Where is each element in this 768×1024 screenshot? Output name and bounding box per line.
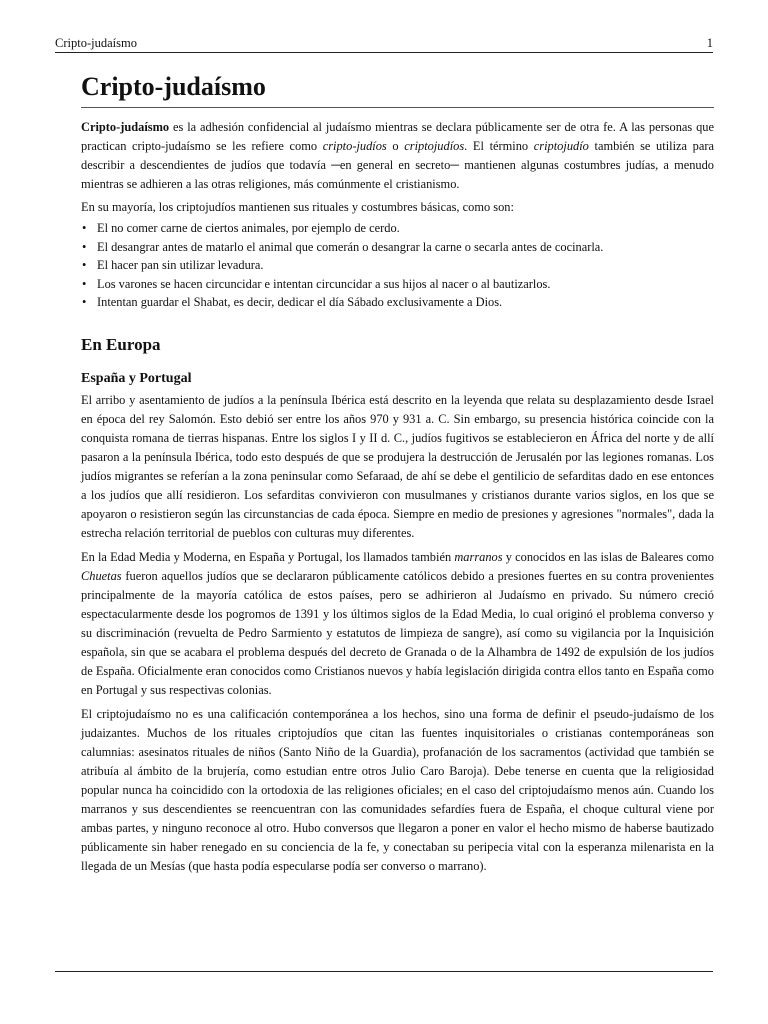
article-body (81, 70, 714, 876)
list-item-text: El desangrar antes de matarlo el animal que comerán o desangrar la carne o secarla antes de cocinarla. (97, 239, 604, 254)
intro-text-4: también se utiliza para describir a descendientes de judíos que todavía ─en general en secreto─ mantienen algunas costumbres judías, a menudo mientras se adhieren a las otras religiones, más comúnmente el cristianismo. (81, 139, 714, 191)
para2-text-2: y conocidos en las islas de Baleares como (502, 549, 714, 564)
list-item (81, 293, 714, 312)
bullet: • (82, 239, 87, 254)
intro-em-1: cripto-judíos (322, 139, 387, 153)
footer-divider (55, 971, 713, 972)
para2-em-chuetas: Chuetas (81, 568, 122, 583)
customs-intro: En su mayoría, los criptojudíos mantienen sus rituales y costumbres básicas, como son: (81, 200, 514, 214)
paragraph-edad-media (81, 548, 714, 700)
list-item (81, 256, 714, 275)
running-header-title: Cripto-judaísmo (55, 36, 137, 50)
bullet: • (82, 295, 87, 310)
para2-text-3: fueron aquellos judíos que se declararon públicamente católicos debido a presiones fuertes en su contra provenientes principalmente de la mayoría católica de estos países, pero se adhirieron al Judaísmo en privado. Su número creció espectacularmente desde los pogromos de 1391 y los últimos siglos de la Edad Media, lo cual originó el problema converso y su discriminación (revuelta de Pedro Sarmiento y estatutos de limpieza de sangre), así como su vigilancia por la Inquisición española, sin que se acabara el problema después del decreto de Granada o de la Alhambra de 1492 de expulsión de los judíos de España. Oficialmente eran conocidos como Cristianos nuevos y había legislación dirigida contra ellos tanto en España como en Portugal y sus respectivas colonias. (81, 568, 714, 697)
bullet: • (82, 221, 87, 235)
list-item-text: Los varones se hacen circuncidar e intentan circuncidar a sus hijos al nacer o al bautizarlos. (97, 276, 551, 291)
page-number: 1 (706, 36, 713, 50)
intro-text-3: . El término (464, 139, 534, 153)
para2-text-1: En la Edad Media y Moderna, en España y Portugal, los llamados también (81, 549, 455, 564)
paragraph-criptojudaismo: El criptojudaísmo no es una calificación contemporánea a los hechos, sino una forma de definir el pseudo-judaísmo de los judaizantes. Muchos de los rituales criptojudíos que citan las fuentes inquisitoriales o cristianas contemporáneas son calumnias: asesinatos rituales de niños (Santo Niño de la Guardia), profanación de los sacramentos (actividad que también se atribuía al ámbito de la brujería, como estudian entre otros Julio Caro Baroja). Debe tenerse en cuenta que la religiosidad popular nunca ha coincidido con la ortodoxia de las religiones oficiales; en el caso del criptojudaísmo menos aún. Cuando los marranos y sus descendientes se reencuentran con las comunidades sefardíes fuera de España, el choque cultural viene por ambas partes, y ninguno reconoce al otro. Hubo conversos que llegaron a poner en valor el hecho mismo de haberse bautizado públicamente sin haber renegado en su conciencia de la fe, y conectaban su peripecia vital con la esperanza milenarista en la llegada de un Mesías (que hasta podía especularse podía ser converso o marrano). (81, 706, 714, 873)
intro-paragraph (81, 118, 714, 194)
intro-em-2: criptojudíos (404, 139, 465, 153)
customs-list (81, 219, 714, 312)
list-item-text: El no comer carne de ciertos animales, por ejemplo de cerdo. (97, 221, 400, 235)
bullet: • (82, 276, 87, 291)
running-header (55, 36, 713, 53)
bullet: • (82, 258, 87, 273)
article-title: Cripto-judaísmo (81, 70, 714, 108)
intro-text-1: es la adhesión confidencial al judaísmo mientras se declara públicamente ser de otra fe. A las personas que practican cripto-judaísmo se les refiere como (81, 120, 714, 153)
intro-em-3: criptojudío (533, 139, 589, 153)
list-item (81, 219, 714, 238)
paragraph-arribo: El arribo y asentamiento de judíos a la península Ibérica está descrito en la leyenda que relata su desplazamiento desde Israel en época del rey Salomón. Esto debió ser entre los años 970 y 931 a. C. Sin embargo, su presencia histórica coincide con la conquista romana de tierras hispanas. Entre los siglos I y II d. C., judíos fugitivos se establecieron en África del norte y de allí pasaron a la península Ibérica, todo esto después de que se produjera la destrucción de Jerusalén por las legiones romanas. Los judíos migrantes se referían a la zona peninsular como Sefaraad, de ahí se debe el gentilicio de sefarditas dado en ese entonces a los judíos que allí residieron. Los sefarditas convivieron con musulmanes y cristianos durante varios siglos, en los que se apoyaron o resistieron según las circunstancias de cada época. Siempre en medio de presiones y agresiones "normales", dada la estrecha relación territorial de pueblos con culturas muy diferentes. (81, 392, 714, 540)
para2-em-marranos: marranos (454, 549, 503, 564)
list-item-text: El hacer pan sin utilizar levadura. (97, 258, 264, 273)
list-item-text: Intentan guardar el Shabat, es decir, dedicar el día Sábado exclusivamente a Dios. (97, 295, 503, 310)
intro-text-2: o (386, 139, 405, 153)
subsection-heading-espana-portugal: España y Portugal (81, 370, 192, 386)
section-heading-europa: En Europa (81, 334, 161, 354)
intro-term: Cripto-judaísmo (81, 120, 170, 134)
list-item (81, 238, 714, 257)
list-item (81, 275, 714, 294)
